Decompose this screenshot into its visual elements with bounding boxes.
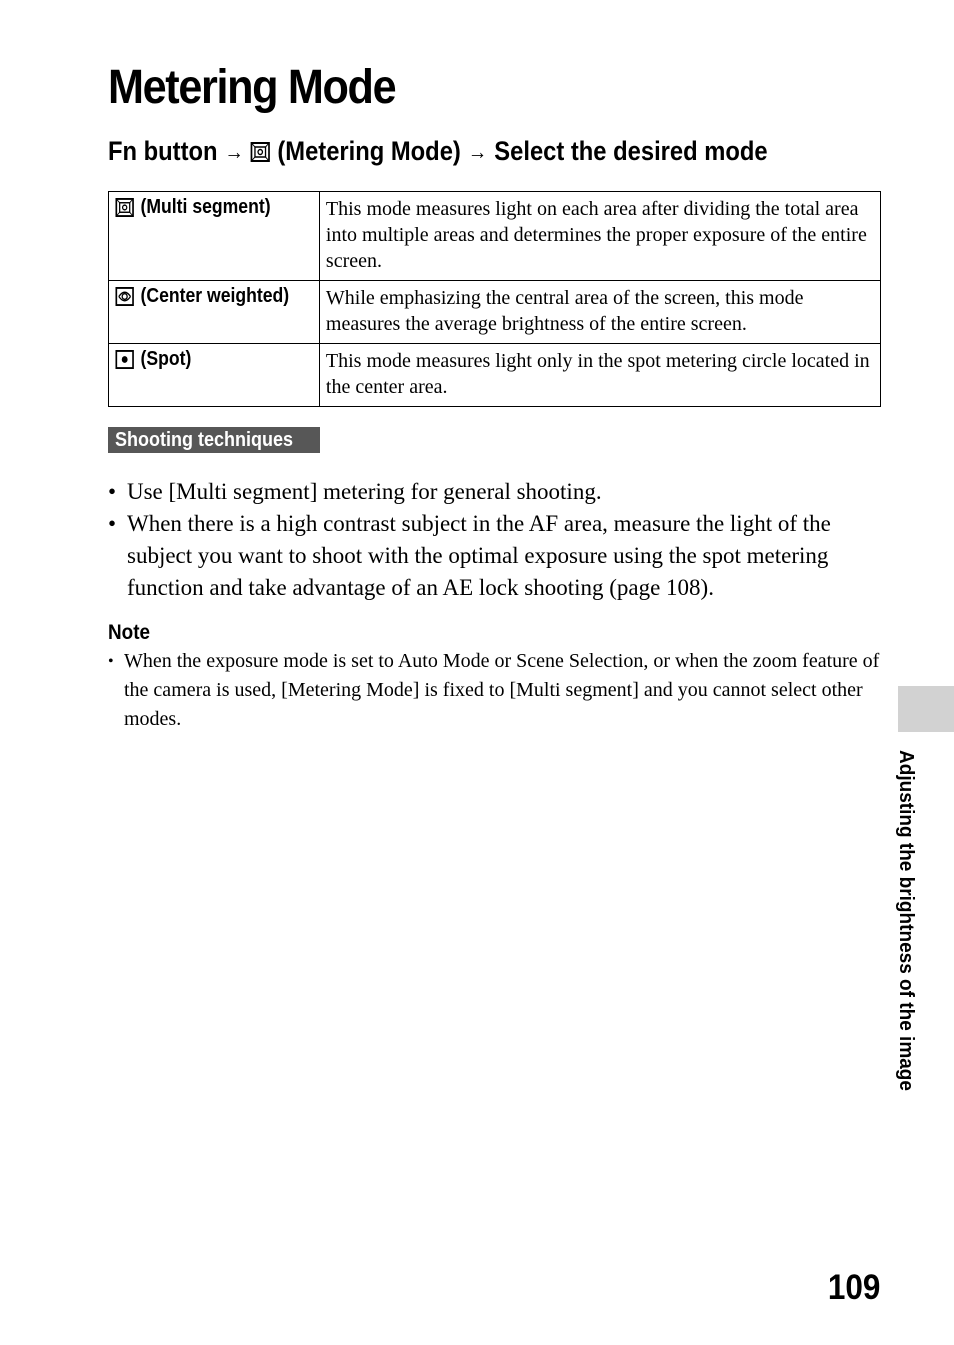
note-heading: Note (108, 621, 151, 644)
mode-name-label: (Multi segment) (140, 196, 271, 218)
arrow-right-icon: → (467, 138, 488, 164)
menu-path-heading (108, 136, 768, 167)
page-title: Metering Mode (108, 61, 396, 114)
mode-name-label: (Center weighted) (140, 285, 290, 307)
mode-name-cell (109, 344, 320, 407)
mode-name-label: (Spot) (140, 348, 192, 370)
mode-description: This mode measures light only in the spot metering circle located in the center area. (319, 344, 880, 407)
spot-metering-icon (115, 350, 134, 369)
center-weighted-metering-icon (115, 287, 134, 306)
table-row (109, 192, 881, 281)
multi-segment-metering-icon (115, 198, 134, 217)
chapter-side-label: Adjusting the brightness of the image (895, 750, 917, 1091)
mode-description: While emphasizing the central area of the screen, this mode measures the average brightness of the entire screen. (319, 281, 880, 344)
list-item: • When there is a high contrast subject in the AF area, measure the light of the subject you want to shoot with the optimal exposure using the spot metering function and take advantage of an AE lock shooting (page 108). (108, 508, 888, 604)
list-item: • Use [Multi segment] metering for general shooting. (108, 476, 888, 508)
multi-segment-metering-icon (251, 142, 270, 162)
arrow-right-icon: → (224, 138, 244, 164)
mode-description: This mode measures light on each area after dividing the total area into multiple areas and determines the proper exposure of the entire screen. (319, 192, 880, 281)
mode-name-cell (109, 281, 320, 344)
metering-mode-table (108, 191, 881, 407)
table-row (109, 281, 881, 344)
list-item: • When the exposure mode is set to Auto Mode or Scene Selection, or when the zoom feature of the camera is used, [Metering Mode] is fixed to [Multi segment] and you cannot select other modes. (108, 647, 880, 734)
shooting-techniques-list (108, 476, 888, 604)
note-list (108, 647, 880, 734)
table-row (109, 344, 881, 407)
chapter-tab-marker (898, 686, 954, 732)
menu-path-fn-button: Fn button (108, 136, 218, 166)
menu-path-metering-mode: (Metering Mode) (277, 136, 461, 166)
menu-path-select-mode: Select the desired mode (494, 136, 768, 166)
page-number: 109 (827, 1268, 880, 1307)
mode-name-cell (109, 192, 320, 281)
shooting-techniques-label: Shooting techniques (108, 427, 320, 453)
